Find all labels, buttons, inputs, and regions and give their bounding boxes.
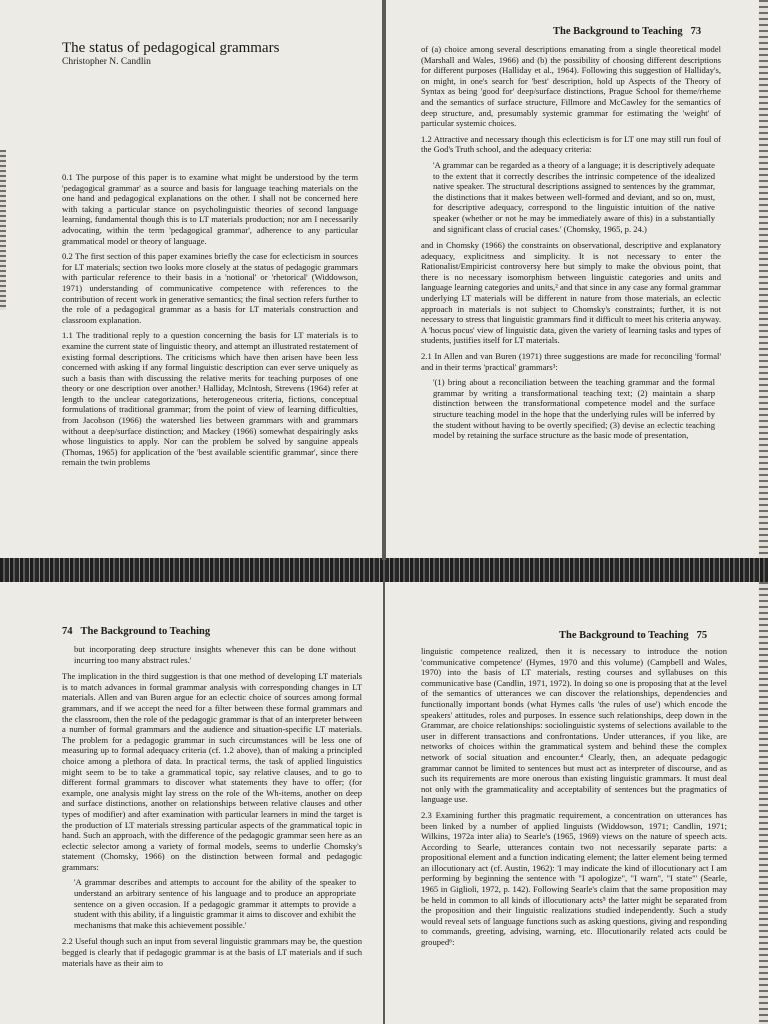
page-75-body — [421, 646, 727, 953]
page-75 — [385, 582, 768, 1024]
paragraph: 2.1 In Allen and van Buren (1971) three suggestions are made for reconciling 'formal' and in their terms 'practical' grammars³: — [421, 351, 721, 372]
article-title: The status of pedagogical grammars — [62, 40, 280, 56]
block-quote: '(1) bring about a reconciliation between the teaching grammar and the formal grammar by writing a transformational teaching text; (2) maintain a sharp distinction between the transformational competence model and the surface structure teaching model in the hope that the underlying rules will be inferred by the student without having to be overtly specified; (3) devise an eclectic teaching model by retaining the surface structure as the basic mode of presentation, — [433, 377, 715, 441]
block-quote: but incorporating deep structure insights whenever this can be done without incurring too many abstract rules.' — [74, 644, 356, 665]
page-72 — [0, 0, 383, 560]
paragraph: 2.3 Examining further this pragmatic requirement, a concentration on utterances has been linked by a number of applied linguists (Widdowson, 1971; Candlin, 1971; Wilkins, 1972a inter alia) to Searle's (1965, 1969) views on the nature of speech acts. According to Searle, utterances contain two not necessarily separate parts: a propositional element and a function indicating element; the latter element being termed an illocutionary act (cf. Austin, 1962): 'I may indicate the kind of illocutionary act I am performing by beginning the sentence with "I apologize", "I warn", "I state"' (Searle, 1965 in Giglioli, 1972, p. 142). Following Searle's claim that the same proposition may be held in common to all kinds of illocutionary acts⁵ the latter might be separated from the proposition and their linguistic realizations studied independently. Such a study would reveal sets of language functions such as asking questions, giving and responding to commands, greeting, advising, warning, etc. Illocutionarily related acts could be grouped⁶: — [421, 809, 727, 948]
block-quote: 'A grammar can be regarded as a theory of a language; it is descriptively adequate to the extent that it correctly describes the intrinsic competence of the idealized native speaker. The structural descriptions assigned to sentences by the grammar, the distinctions that it makes between well-formed and deviant, and so on, must, for descriptive adequacy, correspond to the linguistic intuition of the native speaker (whether or not he may be immediately aware of this) in a substantially and significant class of crucial cases.' (Chomsky, 1965, p. 24.) — [433, 159, 715, 234]
paragraph: of (a) choice among several descriptions emanating from a single theoretical model (Marshall and Wales, 1966) and (b) the possibility of choosing different descriptions for different purposes (Halliday et al., 1964). Following this suggestion of Halliday's, on might, in one's search for 'best' description, hold up Aspects of the Theory of Syntax as being 'good for' deep/surface distinctions, Prague School for theme/rheme and the semantics of surface structure, Fillmore and McCawley for the semantics of deep structure, and, presumably systemic grammar for estimating the 'weight' of particular systemic choices. — [421, 44, 721, 129]
running-head — [553, 26, 701, 37]
paragraph: The implication in the third suggestion is that one method of developing LT materials is to match advances in formal grammar analysis with corresponding changes in LT materials. Allen and van Buren argue for an eclectic choice of sources among formal grammars, and if we accept the need for a filter between these formal grammars and the classroom, then the role of the pedagogic grammar is that of an interpreter between a number of formal grammars and the audience and situation-specific LT materials. The problem for a pedagogic grammar in such circumstances will be less one of measuring up to formal adequacy criteria (cf. 1.2 above), than of making a principled choice among a plethora of data. In practical terms, the task of applied linguistics might seem to be to take a grammatical topic, say relative clauses, and to go to different formal grammars to discover what statements they have to offer; (for example, one analysis might lay stress on the role of the Wh-items, another on deep and surface distinctions, another on relationships between relative clauses and other types of modifier) and after examination with particular learners in mind the target is the production of LT materials stressing particular aspects of the grammatical topic in hand. Such an approach, with the difference of the pedagogic grammar seen here as an eclectic selector among a variety of formal models, seems to underlie Chomsky's statement (Chomsky, 1966) on the distinction between formal and pedagogic grammars: — [62, 671, 362, 872]
paragraph: 2.2 Useful though such an input from several linguistic grammars may be, the question begged is clearly that if pedagogic grammar is at the basis of LT materials and if such materials have as their aim to — [62, 936, 362, 968]
paragraph: 1.2 Attractive and necessary though this eclecticism is for LT one may still run foul of the God's Truth school, and the adequacy criteria: — [421, 133, 721, 155]
page-number: 73 — [690, 26, 702, 37]
article-author: Christopher N. Candlin — [62, 57, 151, 67]
running-head-title: The Background to Teaching — [559, 630, 689, 641]
paragraph: 1.1 The traditional reply to a question concerning the basis for LT materials is to examine the current state of linguistic theory, and attempt an illustrated restatement of existing formal descriptions. The criticisms which have then arisen have been less concerned with asking if any formal linguistic description can ever serve uniquely as such a basis than with discussing the relative merits for teaching purposes of one theory or one description over another.¹ Halliday, McIntosh, Strevens (1964) refer at length to the unclear categorizations, heterogeneous criteria, fictions, conceptual formulations of traditional grammar; from the point of view of learning difficulties, from Jacobson (1966) the watershed lies between grammars with and grammars without a deep/surface distinction; and Mackey (1966) somewhat despairingly asks whose linguistics to apply. Nor can the problem be solved by sanguine appeals (Thomas, 1965) for application of the 'best available scientific grammar', since there remain the twin problems — [62, 330, 358, 468]
scan-gutter-band — [0, 558, 768, 584]
running-head — [62, 626, 210, 637]
paragraph: and in Chomsky (1966) the constraints on observational, descriptive and explanatory adequacy, explicitness and simplicity. It is not necessary to enter the Rationalist/Empiricist controversy here but simply to make the obvious point, that there is no necessary isomorphism between linguistic categories and units and language learning categories and units,² and that since in any case any formal grammar underlying LT materials will be different in nature from those materials, an eclectic approach in materials is not subject to Chomsky's constraints; further, it is not necessary to stress that linguistic grammars find it difficult to meet his criteria anyway. A 'hocus pocus' view of linguistic data, given the variety of learning tasks and types of students, justifies itself for LT materials. — [421, 240, 721, 346]
page-73-body — [421, 44, 721, 447]
page-edge-shadow — [0, 150, 6, 310]
book-gutter — [382, 0, 386, 560]
running-head-title: The Background to Teaching — [553, 26, 683, 37]
paragraph: 0.1 The purpose of this paper is to examine what might be understood by the term 'pedagogical grammar' as a source and basis for language teaching materials on the one hand and pedagogical explanations on the other. I shall not be concerned here with taking a particular stance on psycholinguistic theories of second language learning, fundamental though this is to LT materials production; nor am I necessarily advocating, within the term 'pedagogical grammar', adherence to any particular grammatical model or theory of language. — [62, 172, 358, 246]
paragraph: linguistic competence realized, then it is necessary to introduce the notion 'communicative competence' (Hymes, 1970 and this volume) (Campbell and Wales, 1970) into the basis of LT materials, resting courses and syllabuses on this communicative base (Candlin, 1971, 1972). In doing so one is proposing that at the level of the semantics of utterances we can discover the relationships, dependencies and functionally important bonds (what Hymes calls 'the rules of use') which encode the speakers' attitudes, roles and purposes. In essence such relationships, deep down in the Grammar, are choice relationships: sociolinguistic systems of selections available to the user in different transactions and confrontations. Under utterances, if you like, are networks of choices within the grammatical system and behind these the complex network of social situation and encounter.⁴ Clearly, then, an adequate pedagogic grammar cannot be limited to sentences but must act as interpreter of discourse, and as such its requirements are more onerous than existing linguistic grammars. It must deal not only with the grammaticality and acceptability of sentences but the pragmatics of language use. — [421, 646, 727, 805]
block-quote: 'A grammar describes and attempts to account for the ability of the speaker to understand an arbitrary sentence of his language and to produce an appropriate sentence on a given occasion. If a pedagogic grammar it attempts to provide a student with this ability, if a linguistic grammar it aims to discover and exhibit the mechanisms that make this achievement possible.' — [74, 877, 356, 930]
page-74-body — [62, 644, 362, 973]
running-head — [559, 630, 707, 641]
page-edge-shadow — [759, 582, 768, 1024]
page-74 — [0, 582, 383, 1024]
page-number: 74 — [62, 626, 73, 637]
paragraph: 0.2 The first section of this paper examines briefly the case for eclecticism in sources for LT materials; section two looks more closely at the status of pedagogic grammars with particular reference to their basis in a 'notional' or 'rhetorical' (Widdowson, 1971) understanding of communicative competence with references to the contribution of recent work in generative semantics; the final section refers further to the role of a pedagogical grammar as a basis for LT materials construction and classroom explanation. — [62, 251, 358, 325]
page-number: 75 — [696, 630, 708, 641]
page-edge-shadow — [759, 0, 768, 560]
running-head-title: The Background to Teaching — [80, 626, 211, 637]
page-73 — [385, 0, 768, 560]
page-72-body — [62, 172, 358, 473]
